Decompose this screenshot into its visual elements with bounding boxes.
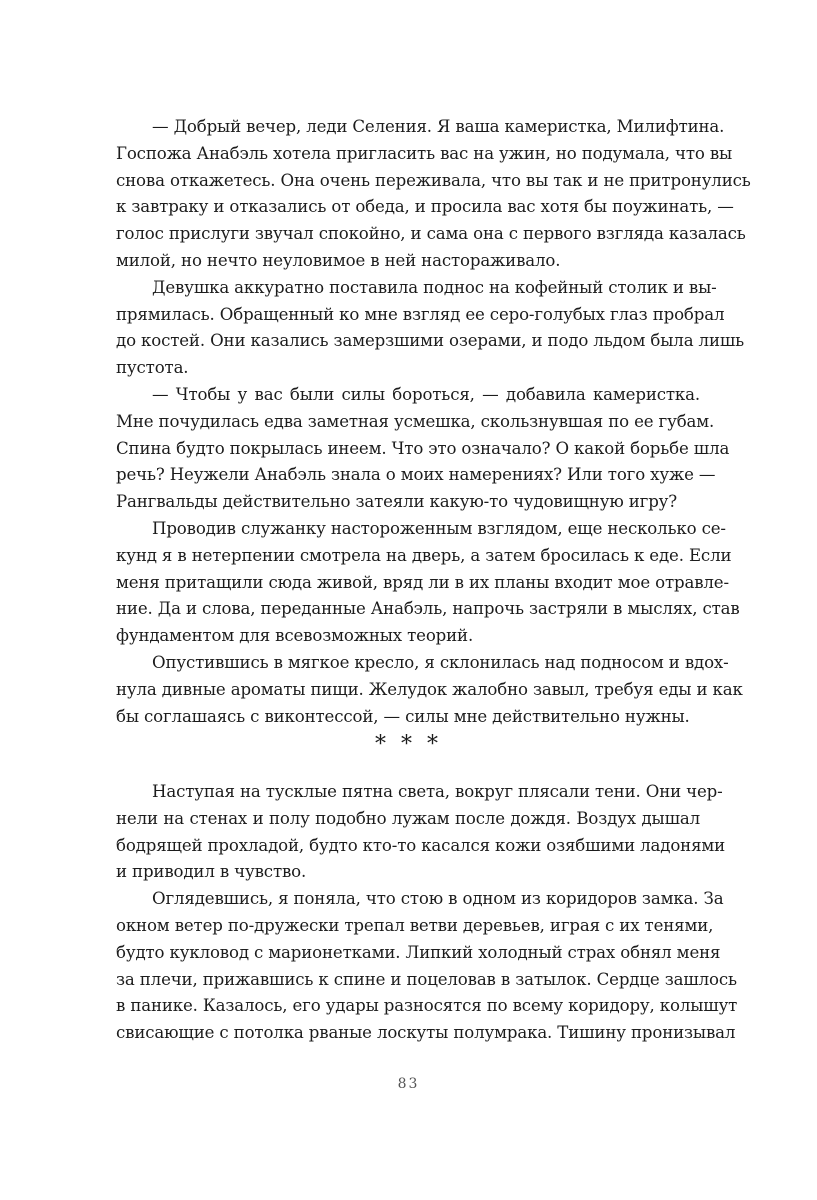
text-line: меня притащили сюда живой, вряд ли в их планы входит мое отравле-	[116, 572, 729, 592]
text-line: бы соглашаясь с виконтессой, — силы мне действительно нужны.	[116, 706, 690, 726]
text-line: до костей. Они казались замерзшими озерами, и подо льдом была лишь	[116, 331, 745, 351]
page-number: 83	[397, 1076, 420, 1092]
text-block-top	[116, 114, 751, 730]
text-line: Проводив служанку настороженным взглядом, еще несколько се-	[152, 518, 726, 538]
text-line: Рангвальды действительно затеяли какую-то чудовищную игру?	[116, 492, 678, 512]
text-line: окном ветер по-дружески трепал ветви деревьев, играя с их тенями,	[116, 915, 714, 935]
paragraph	[116, 650, 743, 730]
text-line: бодрящей прохладой, будто кто-то касался кожи озябшими ладонями	[116, 835, 726, 855]
text-line: — Добрый вечер, леди Селения. Я ваша камеристка, Милифтина.	[152, 117, 725, 136]
paragraph	[116, 516, 740, 650]
text-line: голос прислуги звучал спокойно, и сама она с первого взгляда казалась	[116, 224, 746, 244]
text-line: милой, но нечто неуловимое в ней настораживало.	[116, 250, 561, 270]
paragraph	[116, 886, 738, 1047]
text-line: ние. Да и слова, переданные Анабэль, напрочь застряли в мыслях, став	[116, 599, 740, 619]
scene-separator: * * *	[375, 732, 442, 757]
text-line: речь? Неужели Анабэль знала о моих намерениях? Или того хуже —	[116, 465, 716, 485]
paragraph	[116, 382, 730, 516]
text-line: Девушка аккуратно поставила поднос на кофейный столик и вы-	[152, 277, 717, 297]
text-line: — Чтобы у вас были силы бороться, — добавила камеристка.	[152, 384, 700, 404]
text-line: фундаментом для всевозможных теорий.	[116, 626, 474, 646]
text-line: Госпожа Анабэль хотела пригласить вас на ужин, но подумала, что вы	[116, 143, 733, 163]
text-line: Спина будто покрылась инеем. Что это означало? О какой борьбе шла	[116, 438, 730, 458]
text-line: снова откажетесь. Она очень переживала, что вы так и не притронулись	[116, 170, 751, 190]
text-line: свисающие с потолка рваные лоскуты полумрака. Тишину пронизывал	[116, 1023, 736, 1043]
text-line: нула дивные ароматы пищи. Желудок жалобно завыл, требуя еды и как	[116, 679, 743, 699]
text-line: и приводил в чувство.	[116, 862, 307, 882]
text-line: прямилась. Обращенный ко мне взгляд ее серо-голубых глаз пробрал	[116, 304, 725, 324]
text-line: Наступая на тусклые пятна света, вокруг плясали тени. Они чер-	[152, 782, 723, 801]
text-block-bottom	[116, 779, 738, 1047]
text-line: Мне почудилась едва заметная усмешка, скользнувшая по ее губам.	[116, 411, 715, 431]
text-line: кунд я в нетерпении смотрела на дверь, а затем бросилась к еде. Если	[116, 545, 732, 565]
text-line: к завтраку и отказались от обеда, и просила вас хотя бы поужинать, —	[116, 197, 734, 217]
text-line: пустота.	[116, 358, 189, 378]
text-line: за плечи, прижавшись к спине и поцеловав в затылок. Сердце зашлось	[116, 969, 737, 989]
paragraph	[116, 114, 751, 275]
text-line: Опустившись в мягкое кресло, я склонилась над подносом и вдох-	[152, 652, 729, 672]
text-line: будто кукловод с марионетками. Липкий холодный страх обнял меня	[116, 942, 721, 962]
text-line: Оглядевшись, я поняла, что стою в одном из коридоров замка. За	[152, 889, 724, 909]
paragraph	[116, 779, 726, 886]
text-line: нели на стенах и полу подобно лужам после дождя. Воздух дышал	[116, 808, 700, 828]
paragraph	[116, 275, 745, 382]
text-line: в панике. Казалось, его удары разносятся по всему коридору, колышут	[116, 996, 738, 1016]
